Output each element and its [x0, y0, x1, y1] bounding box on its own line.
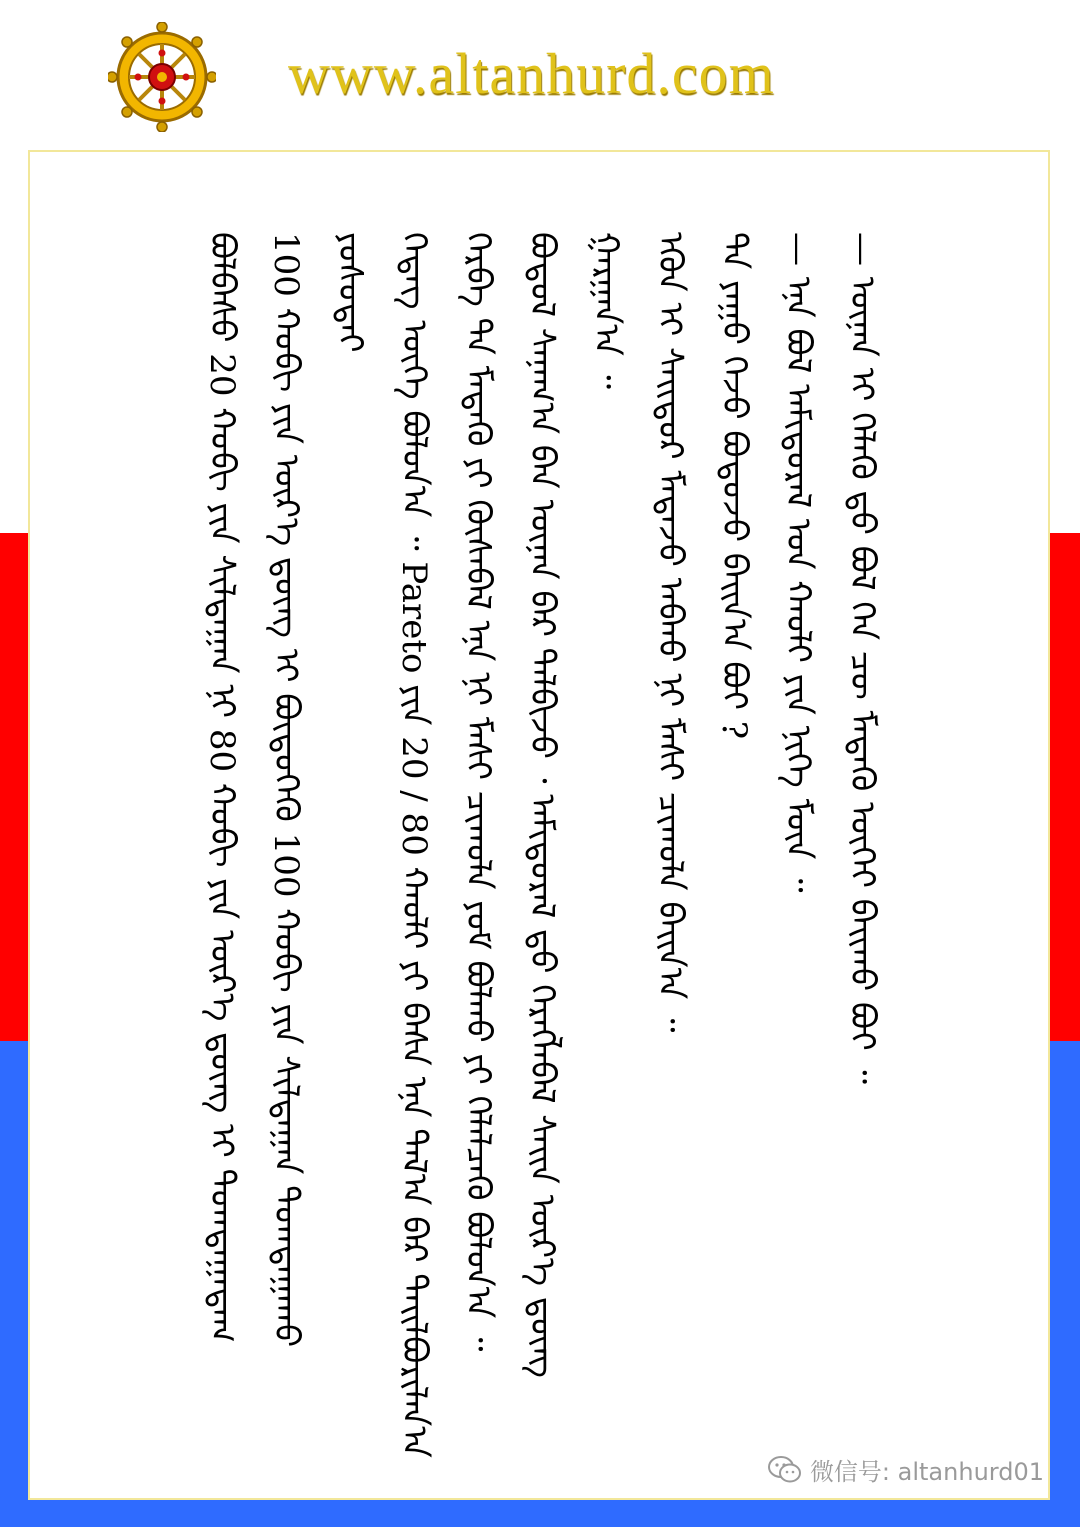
text-paragraph: — ᠦᠨᠡᠨ ᠢ ᠬᠡᠯᠡᠬᠦ ᠳ᠋ᠦ ᠪᠣᠯ ᠬᠡᠨ ᠴᠦ ᠮᠡᠳᠡᠬᠦ ᠦᠭᠡᠢ ᠪᠠᠢᠬᠤ ᠪᠤᠢ ᠃ [842, 232, 882, 1084]
content-card [28, 150, 1050, 1500]
text-paragraph: ᠲᠠ ᠶᠠᠭᠤ ᠭᠡᠵᠦ ᠪᠣᠳᠣᠵᠤ ᠪᠠᠢᠨ᠎ᠠ ᠪᠤᠢ ? [714, 232, 754, 740]
text-paragraph: ᠡᠭᠦᠨ ᠢ ᠰᠠᠢᠲᠤᠷ ᠮᠡᠳᠡᠵᠦ ᠠᠪᠬᠤ ᠨᠢ ᠮᠠᠰᠢ ᠴᠢᠬᠤᠯᠠ ᠪᠠᠢᠨ᠎ᠠ ᠃ [650, 232, 690, 1033]
wechat-icon [768, 1455, 802, 1485]
text-paragraph: — ᠡᠨᠡ ᠪᠣᠯ ᠠᠮᠢᠳᠤᠷᠠᠯ ᠤᠨ ᠬᠠᠤᠯᠢ ᠶᠢᠨ ᠨᠢᠭᠡ ᠮᠥᠨ ᠃ [778, 232, 818, 893]
watermark-text: 微信号: altanhurd01 [809, 1458, 1044, 1486]
mongolian-text-body [190, 232, 910, 1462]
dharma-wheel-icon [108, 22, 216, 132]
text-paragraph: 100 ᠬᠤᠪᠢ ᠶᠢᠨ ᠦᠷ᠎ᠡ ᠳ᠋ᠦᠩ ᠢ ᠪᠦᠲᠦᠭᠡᠬᠦ 100 ᠬᠤᠪᠢ ᠶᠢᠨ ᠰᠢᠯᠲᠠᠭᠠᠨ ᠲᠣᠭᠲᠠᠭᠠᠬᠤ ᠶᠤᠰᠤᠲᠠᠢ [266, 232, 370, 1348]
text-paragraph: ᠭᠡᠳᠡᠭ ᠦᠭᠡ ᠪᠣᠯᠤᠨ᠎ᠠ ᠃ Pareto ᠶᠢᠨ 20 / 80 ᠬᠠᠤᠯᠢ ᠶᠢ ᠪᠠᠰᠠ ᠡᠨᠡ ᠲᠠᠯ᠎ᠠ ᠪᠠᠷ ᠲᠠᠢᠯᠪᠤᠷᠢᠯᠠᠨ᠎ᠠ [394, 232, 434, 1458]
text-paragraph: ᠬᠡᠷᠪᠡ ᠲᠠ ᠮᠡᠳᠡᠬᠦ ᠶᠢ ᠬᠦᠰᠡᠪᠡᠯ ᠡᠨᠡ ᠨᠢ ᠮᠠᠰᠢ ᠴᠢᠬᠤᠯᠠ ᠶᠤᠮ ᠪᠣᠯᠬᠤ ᠶᠢ ᠬᠡᠯᠡᠯᠴᠡᠬᠦ ᠪᠣᠯᠤᠨ᠎ᠠ ᠃ [458, 232, 498, 1352]
site-url-heading: www.altanhurd.com [288, 41, 775, 106]
text-paragraph: ᠪᠣᠳᠤᠯ ᠰᠠᠨᠠᠭ᠎ᠠ ᠪᠠᠨ ᠦᠨᠡᠨ ᠪᠡᠷ ᠲᠠᠯᠪᠢᠵᠤ ᠂ ᠠᠮᠢᠳᠤᠷᠠᠯ ᠳ᠋ᠤ ᠬᠡᠷᠡᠭᠯᠡᠪᠡᠯ ᠰᠠᠢᠨ ᠦᠷ᠎ᠡ ᠳ᠋ᠦᠩ ᠭᠠᠷᠭᠠᠨ᠎ᠠ ᠃ [522, 232, 626, 1378]
wechat-watermark [768, 1452, 1044, 1487]
text-paragraph: ᠪᠣᠯᠪᠠᠰᠤ 20 ᠬᠤᠪᠢ ᠶᠢᠨ ᠰᠢᠯᠲᠠᠭᠠᠨ ᠨᠢ 80 ᠬᠤᠪᠢ ᠶᠢᠨ ᠦᠷ᠎ᠡ ᠳ᠋ᠦᠩ ᠢ ᠲᠣᠭᠲᠠᠭᠠᠳᠠᠭ [202, 232, 242, 1343]
header [0, 0, 1080, 150]
